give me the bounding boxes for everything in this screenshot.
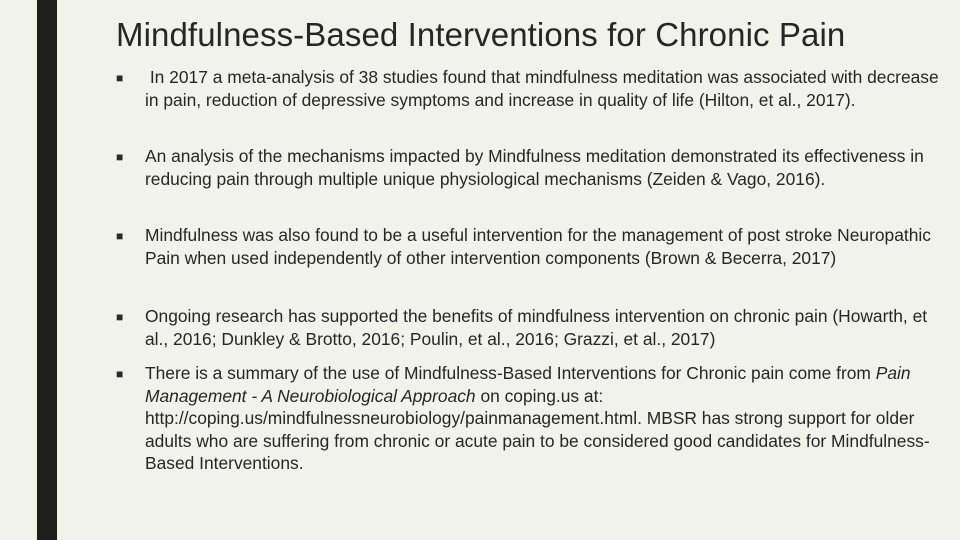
square-bullet-icon: ■ xyxy=(116,150,124,164)
square-bullet-icon: ■ xyxy=(116,71,124,85)
square-bullet-icon: ■ xyxy=(116,367,124,381)
bullet-item xyxy=(116,66,942,111)
bullet-text xyxy=(145,362,942,475)
bullet-item xyxy=(116,224,942,269)
bullet-text: Ongoing research has supported the benefits of mindfulness intervention on chronic pain (Howarth, et al., 2016; Dunkley & Brotto, 2016; Poulin, et al., 2016; Grazzi, et al., 2017) xyxy=(145,306,928,349)
bullet-item xyxy=(116,305,942,350)
left-accent-bar xyxy=(37,0,57,540)
bullet-item xyxy=(116,145,942,190)
summary-text-end: on coping.us at: http://coping.us/mindfulnessneurobiology/painmanagement.html. MBSR has strong support for older adults who are suffering from chronic or acute pain to be considered good candidates for Mindfulness-Based Interventions. xyxy=(145,385,930,473)
book-title: Pain Management - A Neurobiological Approach xyxy=(145,363,911,406)
summary-text-start: There is a summary of the use of Mindfulness-Based Interventions for Chronic pain come from xyxy=(145,363,876,383)
bullet-text: In 2017 a meta-analysis of 38 studies found that mindfulness meditation was associated with decrease in pain, reduction of depressive symptoms and increase in quality of life (Hilton, et al., 2017). xyxy=(145,67,944,110)
square-bullet-icon: ■ xyxy=(116,229,124,243)
bullet-text: An analysis of the mechanisms impacted by Mindfulness meditation demonstrated its effectiveness in reducing pain through multiple unique physiological mechanisms (Zeiden & Vago, 2016). xyxy=(145,146,924,189)
bullet-text: Mindfulness was also found to be a useful intervention for the management of post stroke Neuropathic Pain when used independently of other intervention components (Brown & Becerra, 2017) xyxy=(145,225,931,268)
bullet-item xyxy=(116,362,942,475)
square-bullet-icon: ■ xyxy=(116,310,124,324)
slide-title: Mindfulness-Based Interventions for Chronic Pain xyxy=(116,16,846,53)
